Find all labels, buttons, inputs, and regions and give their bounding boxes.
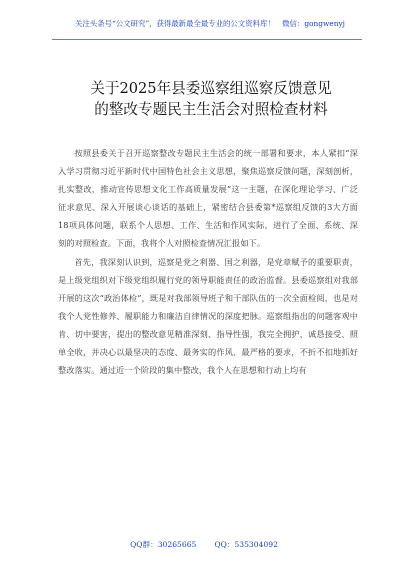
header-divider (52, 39, 362, 40)
document-title (66, 78, 356, 120)
footer-qq-number: 535304092 (234, 540, 278, 549)
footer-qq-label: QQ： (214, 540, 235, 549)
document-body (58, 144, 358, 379)
footer-qq-group-number: 30265665 (157, 540, 197, 549)
paragraph-first: 首先，我深刻认识到，巡察是党之利器、国之利器，是党章赋予的重要职责，是上级党组织对下级党组织履行党的领导职能责任的政治监督。县委巡察组对我部开展的这次“政治体检”，既是对我部领导班子和干部队伍的一次全面检阅，也是对我个人党性修养、履职能力和廉洁自律情况的深度把脉。巡察组指出的问题客观中肯、切中要害，提出的整改意见精准深刻、指导性强，我完全拥护、诚恳接受、照单全收，并决心以最坚决的态度、最务实的作风、最严格的要求，不折不扣地抓好整改落实。通过近一个阶段的集中整改，我个人在思想和行动上均有 (58, 256, 358, 376)
footer-contact (0, 540, 408, 550)
header-banner: 关注头条号“公文研究”，获得最新最全最专业的公文资料库！ 微信：gongwenyj (75, 19, 345, 28)
footer-qq-group-label: QQ群： (130, 540, 158, 549)
title-line-1: 关于2025年县委巡察组巡察反馈意见 (90, 80, 332, 97)
title-line-2: 的整改专题民主生活会对照检查材料 (94, 101, 328, 118)
paragraph-intro: 按照县委关于召开巡察整改专题民主生活会的统一部署和要求，本人紧扣“深入学习贯彻习近平新时代中国特色社会主义思想，聚焦巡察反馈问题，深刻剖析，扎实整改，推动宣传思想文化工作高质量发展”这一主题，在深化理论学习、广泛征求意见、深入开展谈心谈话的基础上，紧密结合县委第*巡察组反馈的3大方面18项具体问题，联系个人思想、工作、生活和作风实际，进行了全面、系统、深刻的对照检查。下面，我将个人对照检查情况汇报如下。 (58, 148, 358, 249)
